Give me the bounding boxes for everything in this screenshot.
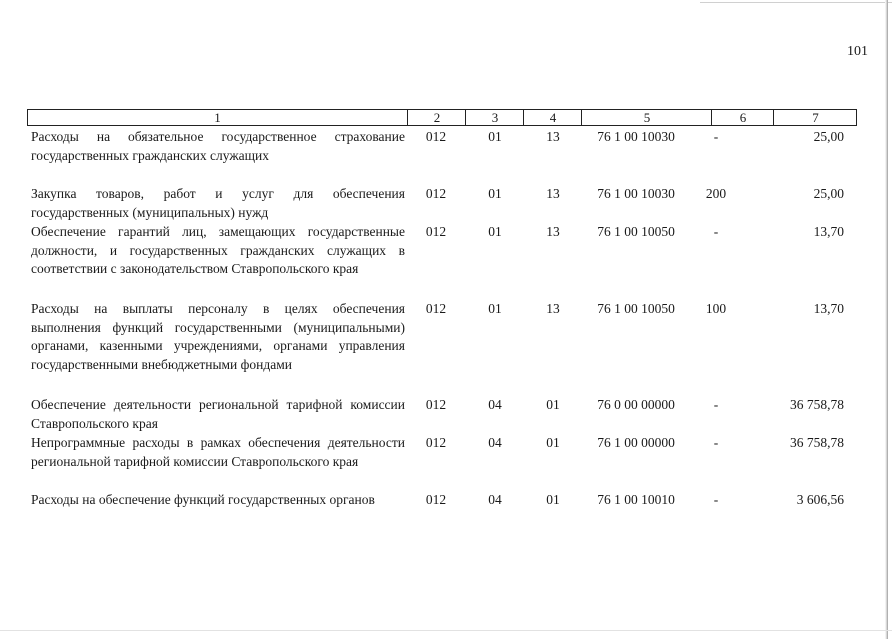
row-target-article: 76 1 00 10050 <box>597 301 675 316</box>
row-name: Расходы на обеспечение функций государственных органов <box>31 492 375 507</box>
row-razdel: 04 <box>488 435 502 450</box>
row-amount: 25,00 <box>813 129 844 144</box>
row-podrazdel: 01 <box>546 492 560 507</box>
column-header-6: 6 <box>711 110 774 125</box>
row-podrazdel: 01 <box>546 397 560 412</box>
row-ved: 012 <box>425 301 447 316</box>
column-header-3: 3 <box>465 110 524 125</box>
row-ved: 012 <box>425 224 447 239</box>
row-expense-type: - <box>713 129 719 144</box>
row-target-article: 76 1 00 10010 <box>597 492 675 507</box>
row-name: Расходы на выплаты персоналу в целях обеспечения выполнения функций государственными (муниципальными) органами, казенными учреждениями, органами управления государственными внебюджетными фондами <box>31 301 405 372</box>
row-podrazdel: 13 <box>546 224 560 239</box>
row-podrazdel: 13 <box>546 129 560 144</box>
column-header-4: 4 <box>523 110 582 125</box>
row-name: Расходы на обязательное государственное страхование государственных гражданских служащих <box>31 129 405 163</box>
row-razdel: 01 <box>488 186 502 201</box>
row-ved: 012 <box>425 492 447 507</box>
row-expense-type: 200 <box>705 186 727 201</box>
row-ved: 012 <box>425 397 447 412</box>
row-name: Обеспечение деятельности региональной тарифной комиссии Ставропольского края <box>31 397 405 431</box>
row-amount: 25,00 <box>813 186 844 201</box>
column-header-5: 5 <box>581 110 712 125</box>
row-name: Непрограммные расходы в рамках обеспечения деятельности региональной тарифной комиссии Ставропольского края <box>31 435 405 469</box>
row-razdel: 01 <box>488 301 502 316</box>
row-podrazdel: 01 <box>546 435 560 450</box>
table-header-row <box>27 109 857 126</box>
row-expense-type: - <box>713 435 719 450</box>
column-header-2: 2 <box>407 110 466 125</box>
row-razdel: 01 <box>488 224 502 239</box>
row-target-article: 76 0 00 00000 <box>597 397 675 412</box>
row-amount: 36 758,78 <box>790 397 844 412</box>
row-expense-type: - <box>713 397 719 412</box>
row-podrazdel: 13 <box>546 186 560 201</box>
row-name: Закупка товаров, работ и услуг для обеспечения государственных (муниципальных) нужд <box>31 186 405 220</box>
row-target-article: 76 1 00 10030 <box>597 186 675 201</box>
row-amount: 36 758,78 <box>790 435 844 450</box>
scan-right-edge <box>885 0 888 639</box>
column-header-1: 1 <box>214 110 221 125</box>
page-number: 101 <box>847 44 868 59</box>
row-target-article: 76 1 00 00000 <box>597 435 675 450</box>
row-expense-type: 100 <box>705 301 727 316</box>
row-expense-type: - <box>713 224 719 239</box>
column-header-7: 7 <box>773 110 857 125</box>
row-ved: 012 <box>425 129 447 144</box>
row-expense-type: - <box>713 492 719 507</box>
row-ved: 012 <box>425 186 447 201</box>
row-target-article: 76 1 00 10030 <box>597 129 675 144</box>
scan-top-edge <box>700 2 892 3</box>
row-ved: 012 <box>425 435 447 450</box>
row-amount: 13,70 <box>813 224 844 239</box>
scan-bottom-edge <box>0 630 892 631</box>
row-razdel: 04 <box>488 397 502 412</box>
row-target-article: 76 1 00 10050 <box>597 224 675 239</box>
row-razdel: 01 <box>488 129 502 144</box>
row-amount: 3 606,56 <box>796 492 844 507</box>
row-amount: 13,70 <box>813 301 844 316</box>
row-name: Обеспечение гарантий лиц, замещающих государственные должности, и государственных гражданских служащих в соответствии с законодательством Ставропольского края <box>31 224 405 276</box>
row-podrazdel: 13 <box>546 301 560 316</box>
row-razdel: 04 <box>488 492 502 507</box>
